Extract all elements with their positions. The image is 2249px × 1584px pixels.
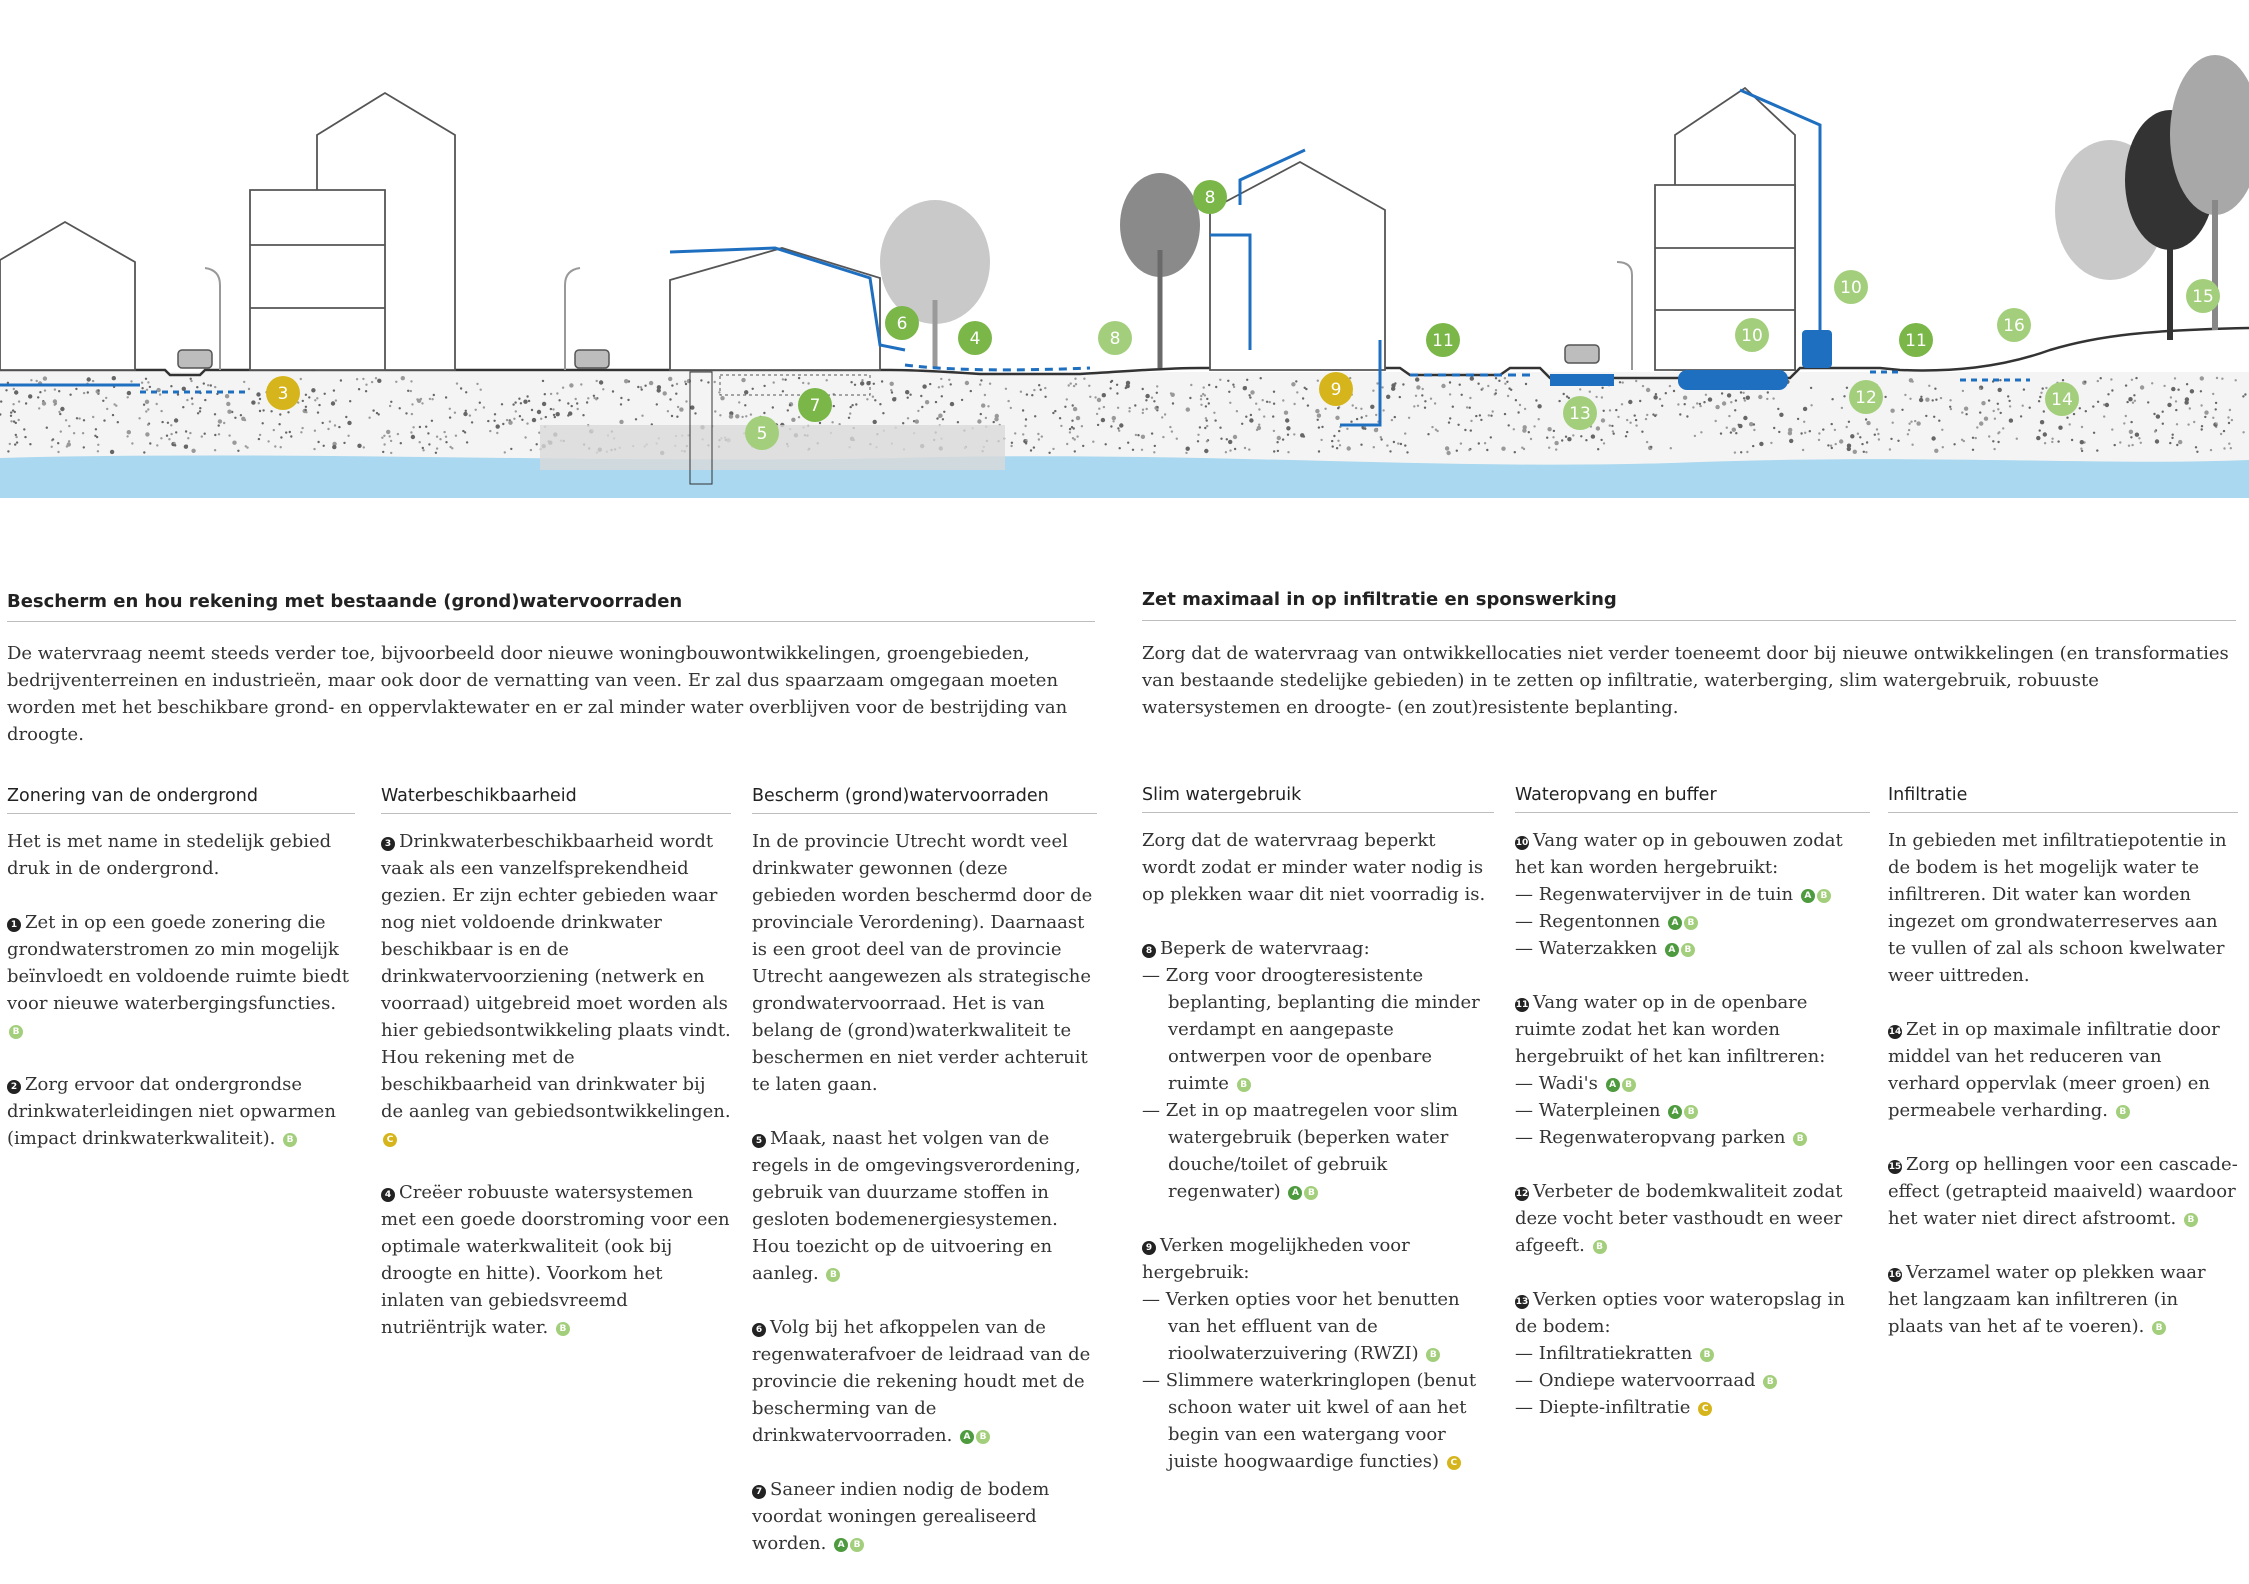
badge-a-icon: A [834,1538,848,1552]
badge-b-icon: B [1793,1132,1807,1146]
badge-b-icon: B [2116,1105,2130,1119]
svg-text:4: 4 [969,329,981,349]
list-item: — Zet in op maatregelen voor slim watergebruik (beperken water douche/toilet of gebruik regenwater) A B [1142,1100,1458,1202]
list-item: — Zorg voor droogteresistente beplanting, beplanting die minder verdampt en aangepaste ontwerpen voor de openbare ruimte B [1142,965,1480,1094]
badge-b-icon: B [2184,1213,2198,1227]
trees [880,55,2249,368]
number-icon: 1 [7,918,21,932]
marker-12 [1849,380,1883,414]
svg-text:16: 16 [2003,316,2025,336]
paragraph-16: 16 Verzamel water op plekken waar het langzaam kan infiltreren (in plaats van het af te voeren). B [1888,1262,2206,1337]
rain-barrel [1802,330,1832,368]
marker-5 [745,416,779,450]
paragraph-11: 11 Vang water op in de openbare ruimte zodat het kan worden hergebruikt of het kan infiltreren: — Wadi's A B — Waterpleinen A B — Regenwateropvang parken B [1515,989,1870,1151]
paragraph-4: 4 Creëer robuuste watersystemen met een goede doorstroming voor een optimale waterkwaliteit (ook bij droogte en hitte). Voorkom het inlaten van gebiedsvreemd nutriëntrijk water. B [381,1182,730,1338]
number-icon: 11 [1515,1000,1529,1010]
paragraph: In de provincie Utrecht wordt veel drinkwater gewonnen (deze gebieden worden beschermd door de provinciale Verordening). Daarnaast is een groot deel van de provincie Utrecht aangewezen als strategische grondwatervoorraad. Het is van belang de (grond)waterkwaliteit te beschermen en niet verder achteruit te laten gaan. [752,831,1093,1095]
svg-text:6: 6 [896,314,908,334]
paragraph-8: 8 Beperk de watervraag: — Zorg voor droogteresistente beplanting, beplanting die minder verdampt en aangepaste ontwerpen voor de openbare ruimte B — Zet in op maatregelen voor slim watergebruik (beperken water douche/toilet of gebruik regenwater) A B [1142,935,1494,1205]
badge-b-icon: B [1763,1375,1777,1389]
list-item: — Waterzakken A B [1515,935,1870,962]
badge-b-icon: B [1304,1186,1318,1200]
badge-b-icon: B [1681,943,1695,957]
marker-3 [266,376,300,410]
list-item: — Slimmere waterkringlopen (benut schoon water uit kwel of aan het begin van een watergang voor juiste hoogwaardige functies) C [1142,1370,1477,1472]
column-title-zonering: Zonering van de ondergrond [7,783,355,814]
svg-text:3: 3 [277,384,289,404]
badge-b-icon: B [1237,1078,1251,1092]
marker-10 [1834,270,1868,304]
badge-b-icon: B [556,1322,570,1336]
left-section-rule [7,621,1095,622]
right-section-intro: Zorg dat de watervraag van ontwikkellocaties niet verder toeneemt door bij nieuwe ontwikkelingen (en transformaties van bestaande stedelijke gebieden) in te zetten op infiltratie, waterberging, slim watergebruik, robuuste watersystemen en droogte- (en zout)resistente beplanting. [1142,643,2229,718]
paragraph-2: 2 Zorg ervoor dat ondergrondse drinkwaterleidingen niet opwarmen (impact drinkwaterkwaliteit). B [7,1074,336,1149]
svg-text:14: 14 [2051,390,2073,410]
badge-b-icon: B [1426,1348,1440,1362]
column-title-infiltratie: Infiltratie [1888,782,2238,813]
number-icon: 8 [1142,944,1156,958]
svg-text:8: 8 [1109,329,1121,349]
badge-c-icon: C [383,1133,397,1147]
badge-b-icon: B [976,1430,990,1444]
paragraph: In gebieden met infiltratiepotentie in de bodem is het mogelijk water te infiltreren. Dit water kan worden ingezet om grondwaterreserves aan te vullen of zal als schoon kwelwater weer uittreden. [1888,830,2227,986]
list-item: — Infiltratiekratten B [1515,1340,1870,1367]
badge-a-icon: A [1606,1078,1620,1092]
list-item: — Verken opties voor het benutten van het effluent van de rioolwaterzuivering (RWZI) B [1142,1289,1460,1364]
marker-4 [958,321,992,355]
number-icon: 14 [1888,1027,1902,1037]
groundwater-layer [0,453,2249,498]
column-waterbeschikbaarheid [381,783,731,1368]
svg-text:10: 10 [1840,278,1862,298]
badge-c-icon: C [1698,1402,1712,1416]
number-icon: 6 [752,1323,766,1337]
list-item: — Regenwateropvang parken B [1515,1124,1870,1151]
svg-text:11: 11 [1905,331,1927,351]
marker-10 [1735,318,1769,352]
badge-c-icon: C [1447,1456,1461,1470]
marker-8 [1098,321,1132,355]
number-icon: 7 [752,1485,766,1499]
marker-14 [2045,382,2079,416]
paragraph-1: 1 Zet in op een goede zonering die grondwaterstromen zo min mogelijk beïnvloedt en voldoende ruimte biedt voor nieuwe waterbergingsfuncties. B [7,912,349,1037]
paragraph-13: 13 Verken opties voor wateropslag in de bodem: — Infiltratiekratten B — Ondiepe watervoorraad B — Diepte-infiltratie C [1515,1286,1870,1421]
left-section-heading: Bescherm en hou rekening met bestaande (grond)watervoorraden [7,591,683,612]
number-icon: 12 [1515,1189,1529,1199]
badge-b-icon: B [9,1025,23,1039]
number-icon: 9 [1142,1241,1156,1255]
column-title-slim-watergebruik: Slim watergebruik [1142,782,1494,813]
paragraph-10: 10 Vang water op in gebouwen zodat het kan worden hergebruikt: — Regenwatervijver in de tuin A B — Regentonnen A B — Waterzakken A B [1515,827,1870,962]
badge-b-icon: B [2152,1321,2166,1335]
badge-a-icon: A [960,1430,974,1444]
list-item: — Wadi's A B [1515,1070,1870,1097]
badge-a-icon: A [1801,889,1815,903]
badge-b-icon: B [1684,1105,1698,1119]
column-title-waterbeschikbaarheid: Waterbeschikbaarheid [381,783,731,814]
infiltration-crate [1550,374,1614,386]
svg-text:12: 12 [1855,388,1877,408]
paragraph-9: 9 Verken mogelijkheden voor hergebruik: — Verken opties voor het benutten van het effluent van de rioolwaterzuivering (RWZI) B — Slimmere waterkringlopen (benut schoon water uit kwel of aan het begin van een watergang voor juiste hoogwaardige functies) C [1142,1232,1494,1475]
left-section-intro: De watervraag neemt steeds verder toe, bijvoorbeeld door nieuwe woningbouwontwikkelingen, groengebieden, bedrijventerreinen en industrieën, maar ook door de vernatting van veen. Er zal dus spaarzaam omgegaan moeten worden met het beschikbare grond- en oppervlaktewater en er zal minder water overblijven voor de bestrijding van droogte. [7,643,1068,745]
list-item: — Regenwatervijver in de tuin A B [1515,881,1870,908]
svg-text:13: 13 [1569,404,1591,424]
marker-13 [1563,396,1597,430]
list-item: — Ondiepe watervoorraad B [1515,1367,1870,1394]
svg-text:9: 9 [1330,380,1342,400]
number-icon: 16 [1888,1270,1902,1280]
number-icon: 4 [381,1188,395,1202]
number-icon: 2 [7,1080,21,1094]
svg-text:5: 5 [756,424,768,444]
soil-layer [0,372,2249,465]
number-icon: 15 [1888,1162,1902,1172]
paragraph: Zorg dat de watervraag beperkt wordt zodat er minder water nodig is op plekken waar dit niet voorradig is. [1142,830,1486,905]
number-icon: 3 [381,837,395,851]
column-bescherm [752,783,1097,1584]
number-icon: 13 [1515,1297,1529,1307]
paragraph-5: 5 Maak, naast het volgen van de regels in de omgevingsverordening, gebruik van duurzame stoffen in gesloten bodemenergiesystemen. Hou toezicht op de uitvoering en aanleg. B [752,1128,1081,1284]
number-icon: 5 [752,1134,766,1148]
paragraph-15: 15 Zorg op hellingen voor een cascade-effect (getrapteid maaiveld) waardoor het water niet direct afstroomt. B [1888,1154,2238,1229]
badge-b-icon: B [1622,1078,1636,1092]
badge-a-icon: A [1288,1186,1302,1200]
badge-a-icon: A [1668,916,1682,930]
marker-11 [1899,323,1933,357]
list-item: — Regentonnen A B [1515,908,1870,935]
badge-a-icon: A [1668,1105,1682,1119]
column-title-wateropvang: Wateropvang en buffer [1515,782,1870,813]
marker-16 [1997,308,2031,342]
svg-text:10: 10 [1741,326,1763,346]
paragraph: Het is met name in stedelijk gebied druk in de ondergrond. [7,831,332,879]
column-wateropvang [1515,782,1870,1448]
right-section-heading: Zet maximaal in op infiltratie en sponswerking [1142,589,1617,610]
column-title-bescherm: Bescherm (grond)watervoorraden [752,783,1097,814]
badge-b-icon: B [826,1268,840,1282]
paragraph-12: 12 Verbeter de bodemkwaliteit zodat deze vocht beter vasthoudt en weer afgeeft. B [1515,1181,1843,1256]
marker-6 [885,306,919,340]
badge-b-icon: B [1700,1348,1714,1362]
number-icon: 10 [1515,838,1529,848]
list-item: — Diepte-infiltratie C [1515,1394,1870,1421]
paragraph-14: 14 Zet in op maximale infiltratie door middel van het reduceren van verhard oppervlak (meer groen) en permeabele verharding. B [1888,1019,2220,1121]
badge-b-icon: B [283,1133,297,1147]
column-infiltratie [1888,782,2238,1367]
svg-text:8: 8 [1204,188,1216,208]
marker-11 [1426,323,1460,357]
badge-a-icon: A [1665,943,1679,957]
paragraph-7: 7 Saneer indien nodig de bodem voordat woningen gerealiseerd worden. A B [752,1479,1050,1554]
column-slim-watergebruik [1142,782,1494,1502]
water-cross-section-diagram [0,0,2249,500]
marker-7 [798,388,832,422]
svg-text:15: 15 [2192,287,2214,307]
svg-text:7: 7 [809,396,821,416]
marker-9 [1319,372,1353,406]
badge-b-icon: B [850,1538,864,1552]
badge-b-icon: B [1593,1240,1607,1254]
svg-text:11: 11 [1432,331,1454,351]
paragraph-3: 3 Drinkwaterbeschikbaarheid wordt vaak als een vanzelfsprekendheid gezien. Er zijn echter gebieden waar nog niet voldoende drinkwater beschikbaar is en de drinkwatervoorziening (netwerk en voorraad) uitgebreid moet worden als hier gebiedsontwikkeling plaats vindt. Hou rekening met de beschikbaarheid van drinkwater bij de aanleg van gebiedsontwikkelingen. C [381,831,731,1145]
list-item: — Waterpleinen A B [1515,1097,1870,1124]
paragraph-6: 6 Volg bij het afkoppelen van de regenwaterafvoer de leidraad van de provincie die rekening houdt met de bescherming van de drinkwatervoorraden. A B [752,1317,1091,1446]
underground-tank [1678,370,1788,390]
right-section-rule [1142,620,2236,621]
marker-8 [1193,180,1227,214]
badge-b-icon: B [1684,916,1698,930]
column-zonering [7,783,355,1179]
marker-15 [2186,279,2220,313]
badge-b-icon: B [1817,889,1831,903]
